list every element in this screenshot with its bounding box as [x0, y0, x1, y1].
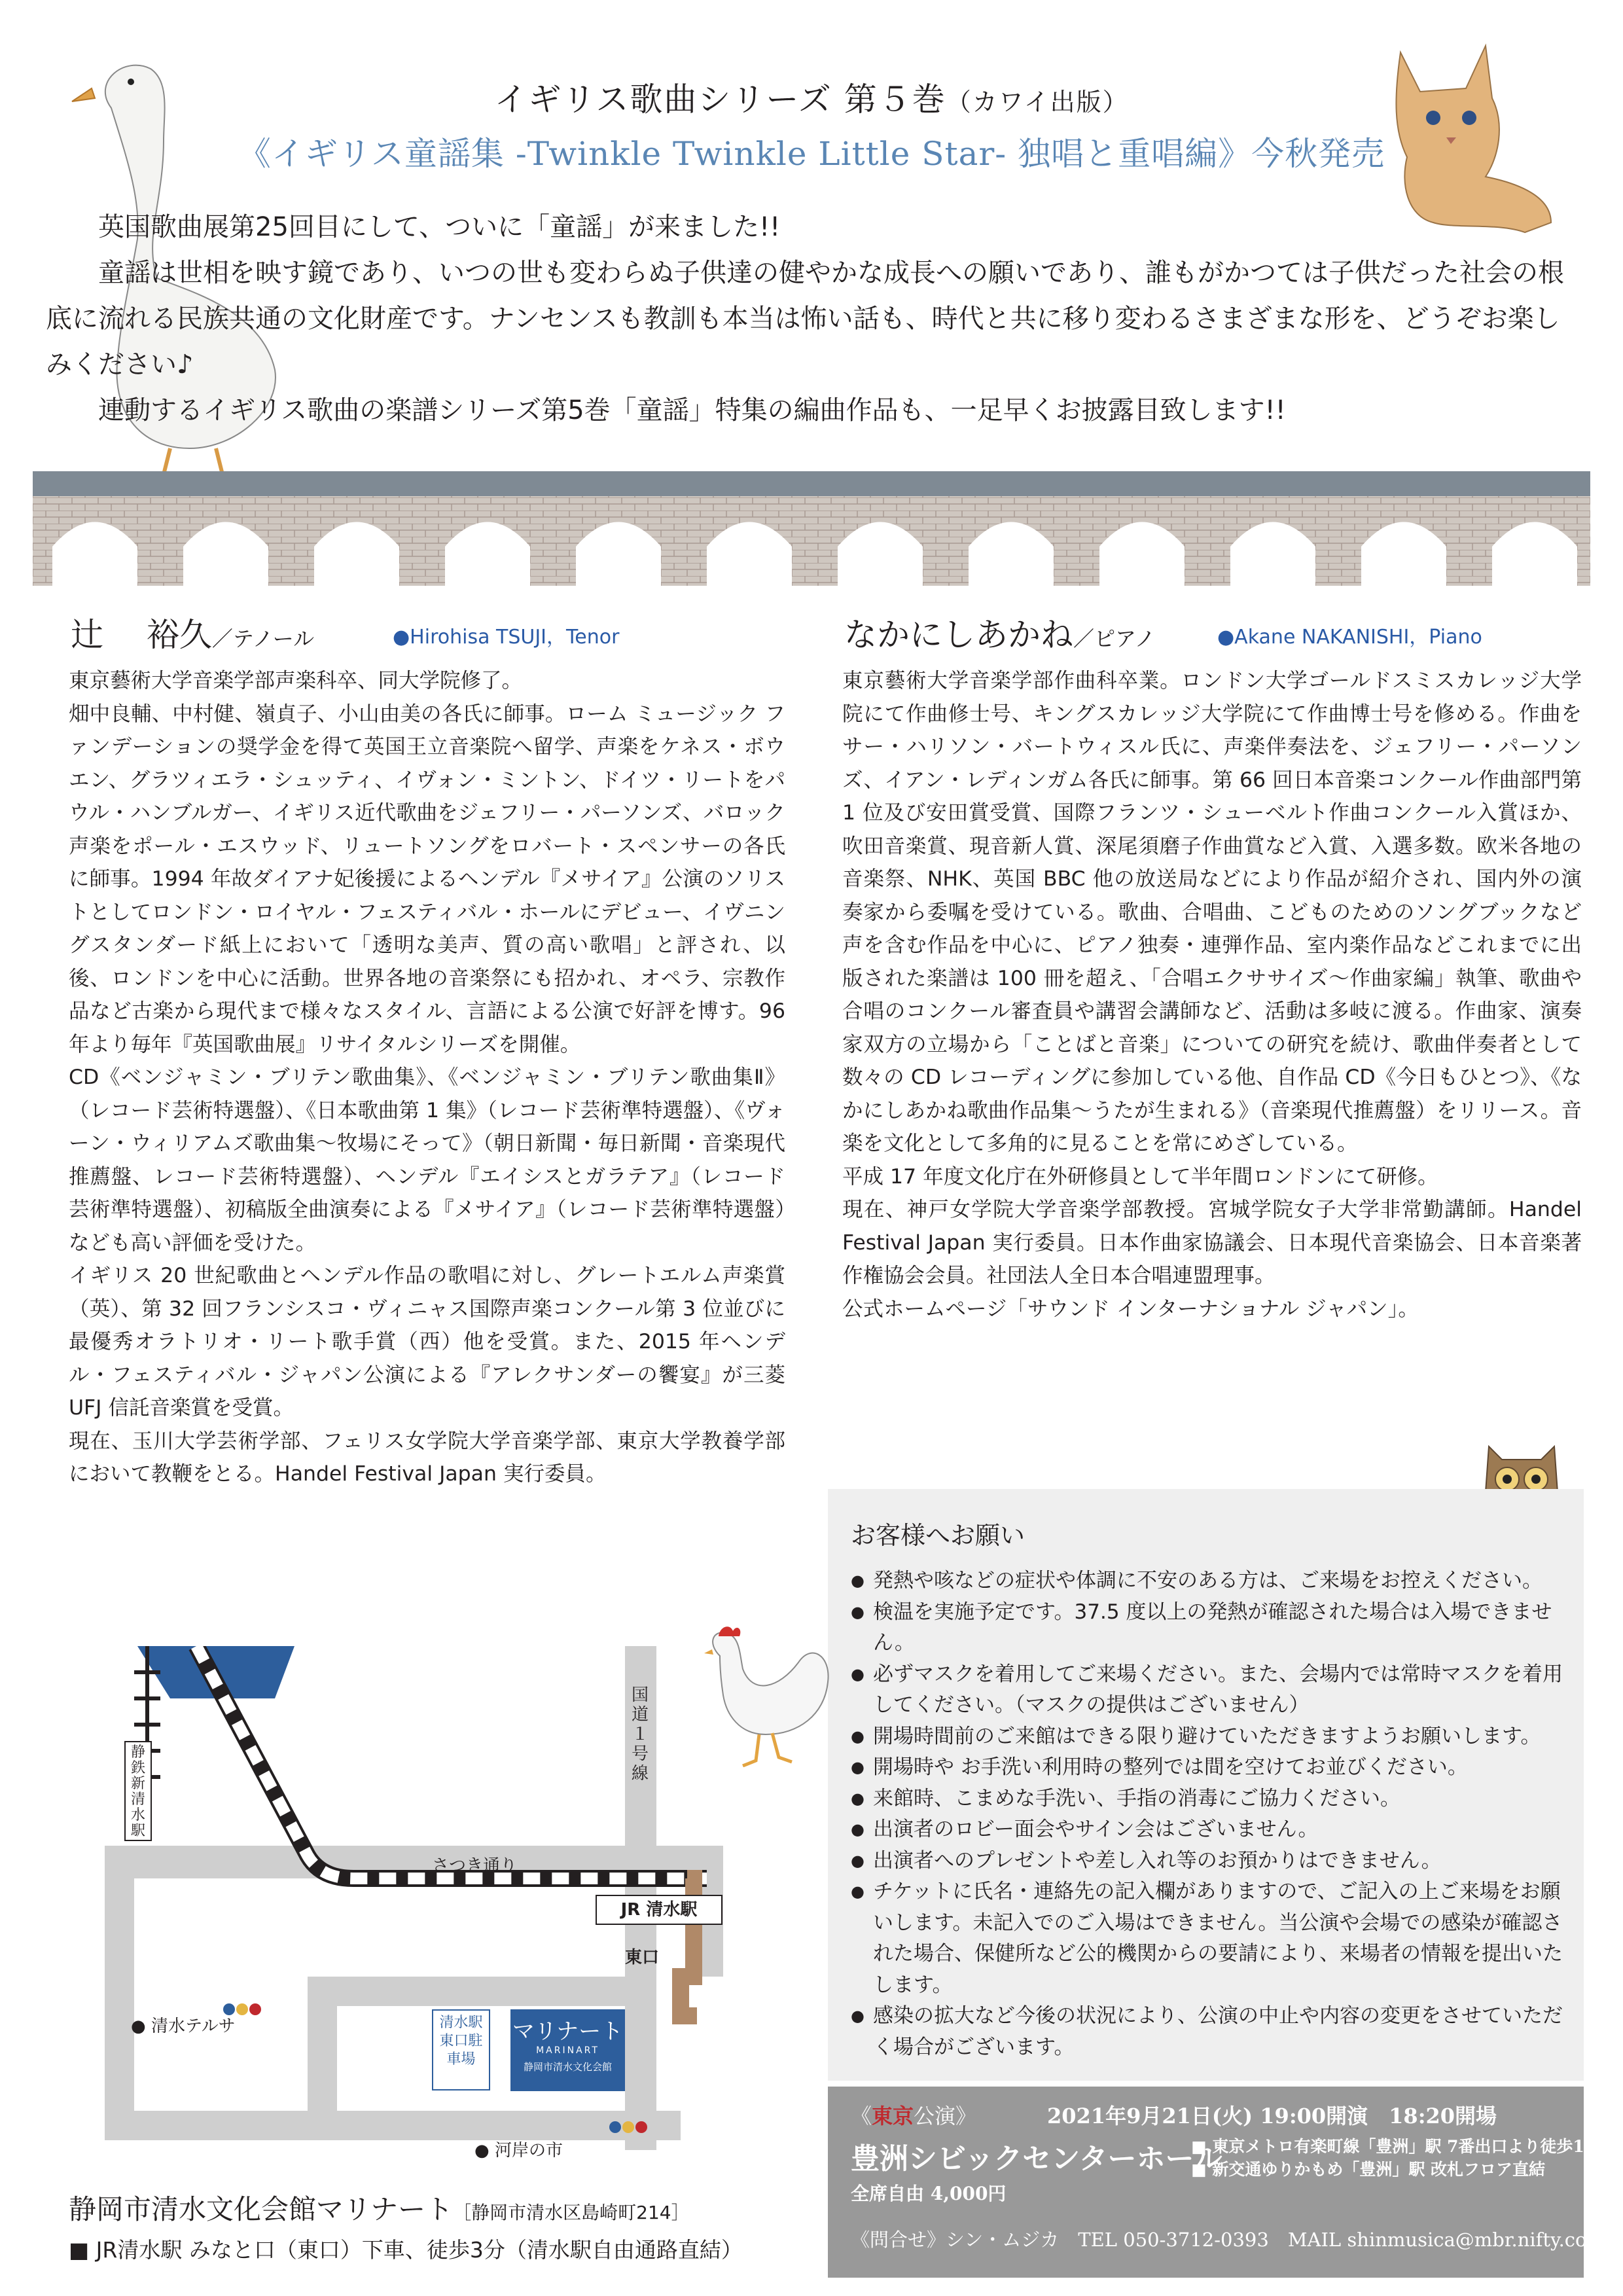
notice-item: ● 開場時間前のご来館はできる限り避けていただきますようお願いします。: [851, 1721, 1571, 1753]
label-kashi: ● 河岸の市: [474, 2141, 563, 2161]
performer-name-tsuji: [71, 609, 314, 656]
bio-paragraph: 平成 17 年度文化庁在外研修員として半年間ロンドンにて研修。: [842, 1164, 1438, 1189]
bio-paragraph: イギリス 20 世紀歌曲とヘンデル作品の歌唱に対し、グレートエルム声楽賞（英）、第 32 回フランシスコ・ヴィニャス国際声楽コンクール第 3 位並びに最優秀オラトリオ・リート歌手賞（西）他を受賞。また、2015 年ヘンデル・フェスティバル・ジャパン公演による『アレクサンダーの饗宴』が三菱 UFJ 信託音楽賞を受賞。: [69, 1264, 785, 1420]
notice-item: ● チケットに氏名・連絡先の記入欄がありますので、ご記入の上ご来場をお願いします。未記入でのご入場はできません。当公演や会場での感染が確認された場合、保健所など公的機関からの要請により、来場者の情報を提出いたします。: [851, 1876, 1571, 2001]
bio-paragraph: 東京藝術大学音楽学部作曲科卒業。ロンドン大学ゴールドスミスカレッジ大学院にて作曲修士号、キングスカレッジ大学院にて作曲博士号を修める。作曲をサー・ハリソン・バートウィスル氏に、声楽伴奏法を、ジェフリー・パーソンズ、イアン・レディンガム各氏に師事。第 66 回日本音楽コンクール作曲部門第 1 位及び安田賞受賞、国際フランツ・シューベルト作曲コンクール入賞ほか、吹田音楽賞、現音新人賞、深尾須磨子作曲賞など入賞、入選多数。欧米各地の音楽祭、NHK、英国 BBC 他の放送局などにより作品が紹介され、国内外の演奏家から委嘱を受けている。歌曲、合唱曲、こどものためのソングブックなど声を含む作品を中心に、ピアノ独奏・連弾作品、室内楽作品などこれまでに出版された楽譜は 100 冊を超え、「合唱エクササイズ～作曲家編」執筆、歌曲や合唱のコンクール審査員や講習会講師など、活動は多岐に渡る。作曲家、演奏家双方の立場から「ことばと音楽」についての研究を続け、歌曲伴奏者として数々の CD レコーディングに参加している他、自作品 CD《今日もひとつ》、《なかにしあかね歌曲作品集～うたが生まれる》（音楽現代推薦盤）をリリース。音楽を文化として多角的に見ることを常にめざしている。: [842, 669, 1582, 1155]
publisher: （カワイ出版）: [946, 88, 1129, 117]
performer-name: なかにしあかね: [844, 616, 1073, 654]
event-venue: 豊洲シビックセンターホール: [851, 2142, 1222, 2176]
event-access-2: ■ 新交通ゆりかもめ「豊洲」駅 改札フロア直結: [1191, 2160, 1546, 2179]
intro-paragraph: 連動するイギリス歌曲の楽譜シリーズ第5巻「童謡」特集の編曲作品も、一足早くお披露目致します!!: [98, 395, 1286, 425]
intro-text: [46, 204, 1577, 433]
label-jr-station: JR 清水駅: [596, 1895, 722, 1925]
bio-paragraph: 現在、神戸女学院大学音楽学部教授。宮城学院女子大学非常勤講師。Handel Festival Japan 実行委員。日本作曲家協議会、日本現代音楽協会、日本音楽著作権協会会員。社団法人全日本合唱連盟理事。: [842, 1198, 1582, 1287]
notice-item: ● 出演者のロビー面会やサイン会はございません。: [851, 1814, 1571, 1846]
label-satsuki: さつき通り: [432, 1856, 518, 1876]
notice-item: ● 来館時、こまめな手洗い、手指の消毒にご協力ください。: [851, 1784, 1571, 1815]
label-shizutetsu: 静鉄新清水駅: [124, 1741, 152, 1841]
tokyo-performance-label: [851, 2100, 976, 2130]
label-parking: 清水駅東口駐車場: [432, 2009, 490, 2090]
notice-item: ● 検温を実施予定です。37.5 度以上の発熱が確認された場合は入場できません。: [851, 1597, 1571, 1659]
venue-address: ［静岡市清水区島崎町214］: [453, 2202, 690, 2223]
rooster-illustration: [681, 1617, 838, 1767]
notice-item: ● 開場時や お手洗い利用時の整列では間を空けてお並びください。: [851, 1752, 1571, 1784]
event-access-1: ■ 東京メトロ有楽町線「豊洲」駅 7番出口より徒歩1分: [1191, 2137, 1601, 2156]
release-subtitle: 《イギリス童謡集 -Twinkle Twinkle Little Star- 独唱と重唱編》今秋発売: [238, 135, 1385, 173]
event-date: 2021年9月21日(火) 19:00開演 18:20開場: [1047, 2104, 1497, 2128]
intro-paragraph: 英国歌曲展第25回目にして、ついに「童謡」が来ました!!: [98, 212, 781, 242]
venue-name: 静岡市清水文化会館マリナート: [69, 2193, 454, 2225]
bio-paragraph: 現在、玉川大学芸術学部、フェリス女学院大学音楽学部、東京大学教養学部において教鞭をとる。Handel Festival Japan 実行委員。: [69, 1429, 785, 1486]
marinart-sub: 静岡市清水文化会館: [523, 2061, 612, 2073]
bio-paragraph: 東京藝術大学音楽学部声楽科卒、同大学院修了。: [69, 669, 523, 692]
label-route1: 国道１号線: [632, 1685, 649, 1784]
tokyo-rest: 公演》: [914, 2104, 977, 2128]
performer-bio-nakanishi: [842, 664, 1582, 1325]
notice-title: お客様へお願い: [851, 1521, 1026, 1550]
performer-english-tsuji: ●Hirohisa TSUJI，Tenor: [393, 626, 620, 649]
tokyo-text: 東京: [872, 2104, 914, 2128]
notice-item: ● 必ずマスクを着用してご来場ください。また、会場内では常時マスクを着用してください。（マスクの提供はございません）: [851, 1659, 1571, 1721]
performer-english-nakanishi: ●Akane NAKANISHI，Piano: [1217, 626, 1482, 649]
bio-paragraph: CD《ベンジャミン・ブリテン歌曲集》、《ベンジャミン・ブリテン歌曲集Ⅱ》（レコード芸術特選盤）、《日本歌曲第 1 集》（レコード芸術準特選盤）、《ヴォーン・ウィリアムズ歌曲集～牧場にそって》（朝日新聞・毎日新聞・音楽現代推薦盤、レコード芸術特選盤）、ヘンデル『エイシスとガラテア』（レコード芸術準特選盤）、初稿版全曲演奏による『メサイア』（レコード芸術準特選盤）なども高い評価を受けた。: [69, 1066, 785, 1255]
venue-name-line: [69, 2188, 690, 2227]
performer-role: ／ピアノ: [1073, 626, 1156, 651]
venue-directions: ■ JR清水駅 みなと口（東口）下車、徒歩3分（清水駅自由通路直結）: [69, 2237, 743, 2263]
notice-item: ● 感染の拡大など今後の状況により、公演の中止や内容の変更をさせていただく場合がございます。: [851, 2001, 1571, 2063]
performer-name-nakanishi: [844, 609, 1155, 656]
performer-role: ／テノール: [211, 626, 315, 651]
series-title: [0, 73, 1623, 120]
event-price: 全席自由 4,000円: [851, 2183, 1007, 2204]
performer-bio-tsuji: [69, 664, 785, 1491]
notice-list: [851, 1566, 1571, 2063]
label-east-exit: 東口: [625, 1948, 660, 1967]
marinart-building: [510, 2009, 625, 2091]
event-contact: 《問合せ》シン・ムジカ TEL 050-3712-0393 MAIL shinmusica@mbr.nifty.com: [851, 2229, 1605, 2251]
series-title-text: イギリス歌曲シリーズ 第５巻: [494, 81, 946, 118]
bio-paragraph: 畑中良輔、中村健、嶺貞子、小山由美の各氏に師事。ローム ミュージック ファンデーションの奨学金を得て英国王立音楽院へ留学、声楽をケネス・ボウエン、グラツィエラ・シュッティ、イヴォン・ミントン、ドイツ・リートをパウル・ハンブルガー、イギリス近代歌曲をジェフリー・パーソンズ、バロック声楽をポール・エスウッド、リュートソングをロバート・スペンサーの各氏に師事。1994 年故ダイアナ妃後援によるヘンデル『メサイア』公演のソリストとしてロンドン・ロイヤル・フェスティバル・ホールにデビュー、イヴニングスタンダード紙上において「透明な美声、質の高い歌唱」と評され、以後、ロンドンを中心に活動。世界各地の音楽祭にも招かれ、オペラ、宗教作品など古楽から現代まで様々なスタイル、言語による公演で好評を博す。96 年より毎年『英国歌曲展』リサイタルシリーズを開催。: [69, 702, 785, 1056]
marinart-en: MARINART: [536, 2045, 599, 2056]
notice-item: ● 発熱や咳などの症状や体調に不安のある方は、ご来場をお控えください。: [851, 1566, 1571, 1597]
notice-item: ● 出演者へのプレゼントや差し入れ等のお預かりはできません。: [851, 1846, 1571, 1877]
performer-name: 辻 裕久: [71, 616, 212, 654]
label-terrsa: ● 清水テルサ: [131, 2017, 236, 2036]
arch-bridge-divider: [33, 471, 1590, 586]
intro-paragraph: 童謡は世相を映す鏡であり、いつの世も変わらぬ子供達の健やかな成長への願いであり、誰もがかつては子供だった社会の根底に流れる民族共通の文化財産です。ナンセンスも教訓も本当は怖い話も、時代と共に移り変わるさまざまな形を、どうぞお楽しみください♪: [46, 258, 1564, 380]
tokyo-open: 《: [851, 2104, 872, 2128]
bio-paragraph: 公式ホームページ「サウンド インターナショナル ジャパン」。: [842, 1297, 1419, 1321]
marinart-name: マリナート: [512, 2018, 624, 2045]
